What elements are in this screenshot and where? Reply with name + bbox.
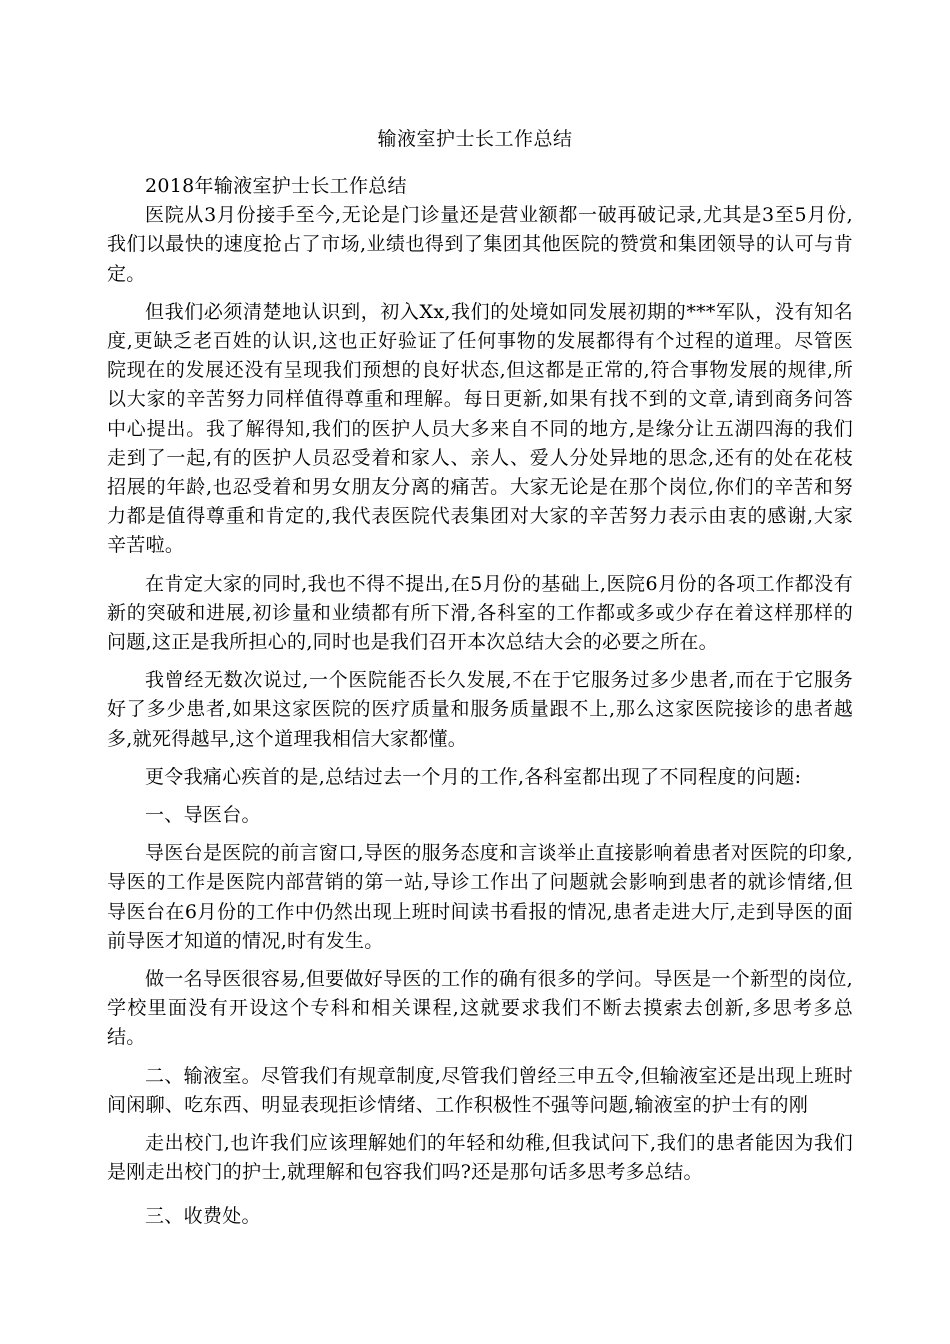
paragraph: 做一名导医很容易,但要做好导医的工作的确有很多的学问。导医是一个新型的岗位,学校里面没有开设这个专科和相关课程,这就要求我们不断去摸索去创新,多思考多总结。: [107, 968, 853, 1049]
paragraph: 但我们必须清楚地认识到，初入Xx,我们的处境如同发展初期的***军队，没有知名度,更缺乏老百姓的认识,这也正好验证了任何事物的发展都得有个过程的道理。尽管医院现在的发展还没有呈现我们预想的良好状态,但这都是正常的,符合事物发展的规律,所以大家的辛苦努力同样值得尊重和理解。每日更新,如果有找不到的文章,请到商务问答中心提出。我了解得知,我们的医护人员大多来自不同的地方,是缘分让五湖四海的我们走到了一起,有的医护人员忍受着和家人、亲人、爱人分处异地的思念,还有的处在花枝招展的年龄,也忍受着和男女朋友分离的痛苦。大家无论是在那个岗位,你们的辛苦和努力都是值得尊重和肯定的,我代表医院代表集团对大家的辛苦努力表示由衷的感谢,大家辛苦啦。: [107, 300, 853, 557]
section-heading: 三、收费处。: [145, 1204, 261, 1227]
document-body: [107, 172, 853, 1231]
document-title: 输液室护士长工作总结: [377, 128, 573, 150]
paragraph: 我曾经无数次说过,一个医院能否长久发展,不在于它服务过多少患者,而在于它服务好了多少患者,如果这家医院的医疗质量和服务质量跟不上,那么这家医院接诊的患者越多,就死得越早,这个道理我相信大家都懂。: [107, 669, 853, 750]
subtitle-paragraph: 2018年输液室护士长工作总结: [145, 175, 407, 197]
paragraph: 走出校门,也许我们应该理解她们的年轻和幼稚,但我试问下,我们的患者能因为我们是刚走出校门的护士,就理解和包容我们吗?还是那句话多思考多总结。: [107, 1132, 853, 1184]
paragraph: 导医台是医院的前言窗口,导医的服务态度和言谈举止直接影响着患者对医院的印象,导医的工作是医院内部营销的第一站,导诊工作出了问题就会影响到患者的就诊情绪,但导医台在6月份的工作中仍然出现上班时间读书看报的情况,患者走进大厅,走到导医的面前导医才知道的情况,时有发生。: [107, 842, 853, 952]
paragraph: 二、输液室。尽管我们有规章制度,尽管我们曾经三申五令,但输液室还是出现上班时间闲聊、吃东西、明显表现拒诊情绪、工作积极性不强等问题,输液室的护士有的刚: [107, 1064, 853, 1116]
paragraph: 在肯定大家的同时,我也不得不提出,在5月份的基础上,医院6月份的各项工作都没有新的突破和进展,初诊量和业绩都有所下滑,各科室的工作都或多或少存在着这样那样的问题,这正是我所担心的,同时也是我们召开本次总结大会的必要之所在。: [107, 572, 853, 654]
paragraph: 更令我痛心疾首的是,总结过去一个月的工作,各科室都出现了不同程度的问题:: [145, 765, 802, 788]
paragraph: 医院从3月份接手至今,无论是门诊量还是营业额都一破再破记录,尤其是3至5月份,我们以最快的速度抢占了市场,业绩也得到了集团其他医院的赞赏和集团领导的认可与肯定。: [107, 204, 853, 285]
section-heading: 一、导医台。: [145, 804, 261, 827]
